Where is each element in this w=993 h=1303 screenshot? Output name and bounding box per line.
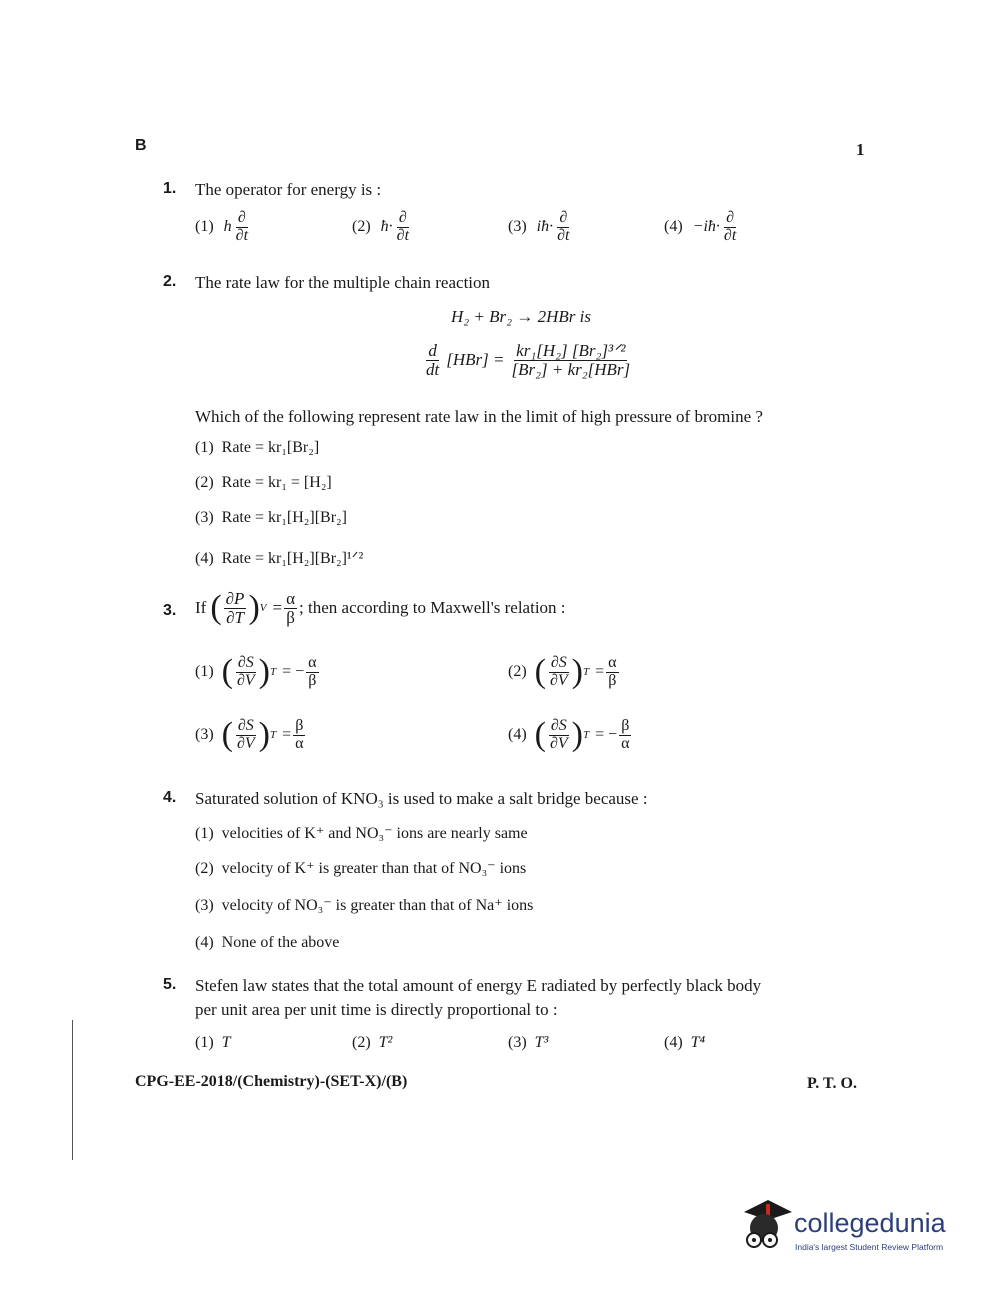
- q3-option-2-eq: =: [595, 663, 605, 681]
- q3-option-1-den: ∂V: [236, 671, 255, 689]
- q3-option-4-rnum: β: [621, 717, 630, 734]
- q3-option-3-label: (3): [195, 726, 214, 744]
- collegedunia-watermark: [738, 1198, 963, 1258]
- q3-option-1-eq: = −: [282, 663, 305, 681]
- watermark-tagline: India's largest Student Review Platform: [795, 1242, 944, 1252]
- q1-option-1-num: ∂: [237, 209, 246, 226]
- q4-option-1-label: (1): [195, 825, 214, 842]
- q3-option-3-sub: T: [270, 729, 277, 742]
- q3-option-3-den: ∂V: [236, 734, 255, 752]
- q1-option-2-prefix: ħ·: [380, 217, 393, 235]
- q4-option-3: [195, 895, 533, 915]
- q3-option-4-num: ∂S: [550, 717, 567, 734]
- q3-option-2-rden: β: [608, 671, 617, 689]
- q3-option-2: (2) ( $\frac{\partial S}{\partial V}$ ) T = $\frac{\alpha}{\beta}$: [508, 653, 617, 691]
- question-3-stem: If ( $\frac{\partial P}{\partial T}$ ) V = $\frac{\alpha}{\beta}$ ; then according to Maxwell's relation :: [195, 589, 566, 627]
- q2-option-4-label: (4): [195, 550, 214, 567]
- question-5-stem-line-1: Stefen law states that the total amount of energy E radiated by perfectly black body: [195, 976, 762, 995]
- q5-option-3: [508, 1034, 548, 1052]
- q4-option-2-text: velocity of K⁺ is greater than that of NO₃⁻ ions: [221, 860, 527, 877]
- question-2-number: 2.: [163, 273, 177, 290]
- q1-option-4-num: ∂: [726, 209, 735, 226]
- footer-code: CPG-EE-2018/(Chemistry)-(SET-X)/(B): [135, 1073, 408, 1090]
- q2-option-1: [195, 439, 319, 457]
- q5-option-3-label: (3): [508, 1034, 527, 1051]
- q1-option-2-num: ∂: [398, 209, 407, 226]
- q4-option-4-label: (4): [195, 934, 214, 951]
- q3-option-1-label: (1): [195, 663, 214, 681]
- set-letter: B: [135, 137, 147, 154]
- question-2-reaction: H₂ + Br₂ → 2HBr is: [451, 307, 591, 326]
- q2-option-2: [195, 474, 332, 492]
- q3-stem-num: ∂P: [225, 589, 245, 608]
- q1-option-1-label: (1): [195, 217, 214, 235]
- q3-option-2-den: ∂V: [549, 671, 568, 689]
- q1-option-2-label: (2): [352, 217, 371, 235]
- q2-option-1-text: Rate = kr₁[Br₂]: [221, 439, 320, 456]
- q4-option-3-label: (3): [195, 897, 214, 914]
- q5-option-4-label: (4): [664, 1034, 683, 1051]
- q1-option-3-prefix: iħ·: [536, 217, 554, 235]
- q3-option-1-sub: T: [270, 666, 277, 679]
- q3-option-1-rden: β: [308, 671, 317, 689]
- q5-option-1-text: T: [221, 1034, 231, 1051]
- q1-option-2-den: ∂t: [396, 226, 410, 244]
- question-1-stem: The operator for energy is :: [195, 180, 382, 199]
- q1-option-3-label: (3): [508, 217, 527, 235]
- q3-option-2-sub: T: [583, 666, 590, 679]
- q3-option-4-label: (4): [508, 726, 527, 744]
- q5-option-2-label: (2): [352, 1034, 371, 1051]
- q3-option-3-num: ∂S: [237, 717, 254, 734]
- q1-option-1: [195, 210, 252, 245]
- q4-option-4: [195, 934, 339, 952]
- q3-option-1-num: ∂S: [237, 654, 254, 671]
- q5-option-2-text: T²: [378, 1034, 393, 1051]
- q3-option-4-eq: = −: [595, 726, 618, 744]
- q3-option-2-num: ∂S: [550, 654, 567, 671]
- question-2-stem: The rate law for the multiple chain reaction: [195, 273, 491, 292]
- watermark-brand: collegedunia: [794, 1208, 946, 1238]
- question-5-stem-line-2: per unit area per unit time is directly proportional to :: [195, 1000, 558, 1019]
- eq-rhs-den: [Br₂] + kr₂[HBr]: [511, 359, 631, 379]
- q5-option-3-text: T³: [534, 1034, 549, 1051]
- q3-option-4-den: ∂V: [549, 734, 568, 752]
- q1-option-4-label: (4): [664, 217, 683, 235]
- q2-option-2-text: Rate = kr₁ = [H₂]: [221, 474, 332, 491]
- q2-option-3-label: (3): [195, 509, 214, 526]
- page-number: 1: [856, 140, 865, 159]
- q3-option-4: (4) ( $\frac{\partial S}{\partial V}$ ) T = − $\frac{\beta}{\alpha}$: [508, 716, 630, 754]
- q4-option-3-text: velocity of NO₃⁻ is greater than that of Na⁺ ions: [221, 897, 534, 914]
- q3-stem-rhs-num: α: [286, 589, 296, 608]
- q3-option-1-rnum: α: [308, 654, 317, 671]
- student-mascot-icon: [738, 1198, 794, 1258]
- q3-option-2-label: (2): [508, 663, 527, 681]
- question-3-number: 3.: [163, 602, 177, 619]
- q1-option-4: [664, 210, 740, 245]
- q2-option-2-label: (2): [195, 474, 214, 491]
- q1-option-2: [352, 210, 413, 245]
- q5-option-2: [352, 1034, 392, 1052]
- q2-option-3: [195, 509, 347, 527]
- eq-lhs-rest: [HBr] =: [446, 350, 505, 370]
- q4-option-2: [195, 858, 526, 878]
- q1-option-1-prefix: h: [223, 217, 232, 235]
- footer-pto: P. T. O.: [807, 1075, 857, 1092]
- eq-lhs-num: d: [428, 341, 437, 360]
- eq-rhs-num: kr₁[H₂] [Br₂]³ᐟ²: [516, 341, 626, 360]
- q4-option-1: [195, 823, 528, 843]
- q3-option-3-rden: α: [295, 734, 304, 752]
- q5-option-1-label: (1): [195, 1034, 214, 1051]
- q2-option-1-label: (1): [195, 439, 214, 456]
- q3-stem-sub: V: [259, 602, 267, 615]
- q3-stem-den: ∂T: [226, 607, 244, 627]
- q4-option-4-text: None of the above: [221, 934, 340, 951]
- q2-option-4-text: Rate = kr₁[H₂][Br₂]¹ᐟ²: [221, 550, 364, 567]
- q5-option-4-text: T⁴: [690, 1034, 706, 1051]
- q1-option-1-den: ∂t: [235, 226, 249, 244]
- q1-option-4-prefix: −iħ·: [692, 217, 720, 235]
- q3-option-4-sub: T: [583, 729, 590, 742]
- q3-option-2-rnum: α: [608, 654, 617, 671]
- question-2-rate-equation: [422, 342, 634, 379]
- q3-option-3-eq: =: [282, 726, 292, 744]
- question-4-stem: Saturated solution of KNO₃ is used to make a salt bridge because :: [195, 789, 648, 808]
- question-2-question: Which of the following represent rate law in the limit of high pressure of bromine ?: [195, 407, 763, 426]
- question-5-number: 5.: [163, 976, 177, 993]
- question-4-number: 4.: [163, 789, 177, 806]
- q4-option-1-text: velocities of K⁺ and NO₃⁻ ions are nearly same: [221, 825, 528, 842]
- q3-stem-rhs-den: β: [286, 607, 295, 627]
- q1-option-3: [508, 210, 573, 245]
- q3-option-4-rden: α: [621, 734, 630, 752]
- eq-lhs-den: dt: [426, 359, 440, 379]
- q1-option-4-den: ∂t: [723, 226, 737, 244]
- q1-option-3-den: ∂t: [557, 226, 570, 244]
- q3-option-3-rnum: β: [295, 717, 304, 734]
- q5-option-1: [195, 1034, 231, 1052]
- q3-option-3: (3) ( $\frac{\partial S}{\partial V}$ ) T = $\frac{\beta}{\alpha}$: [195, 716, 304, 754]
- q2-option-4: [195, 548, 363, 568]
- question-1-number: 1.: [163, 180, 177, 197]
- q1-option-3-num: ∂: [559, 209, 568, 226]
- q2-option-3-text: Rate = kr₁[H₂][Br₂]: [221, 509, 347, 526]
- q3-stem-tail: ; then according to Maxwell's relation :: [299, 598, 566, 618]
- q5-option-4: [664, 1034, 705, 1052]
- q4-option-2-label: (2): [195, 860, 214, 877]
- scan-margin-line: [72, 1020, 73, 1160]
- q3-if: If: [195, 598, 207, 618]
- q3-option-1: (1) ( $\frac{\partial S}{\partial V}$ ) T = − $\frac{\alpha}{\beta}$: [195, 653, 317, 691]
